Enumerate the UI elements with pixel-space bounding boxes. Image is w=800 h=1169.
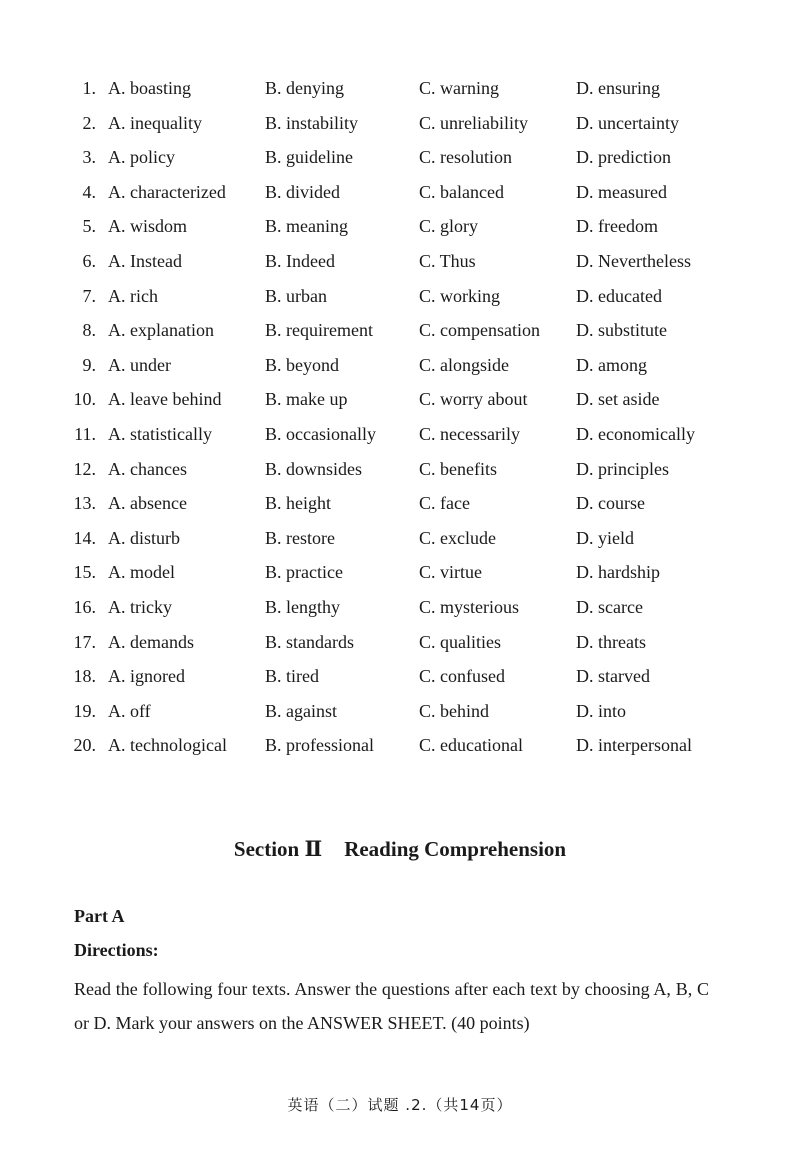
- question-row: [0, 696, 800, 731]
- option-b: B. height: [265, 493, 331, 514]
- question-number: 2.: [82, 112, 96, 133]
- option-a: A. statistically: [108, 423, 212, 444]
- option-a: A. under: [108, 354, 171, 375]
- option-a: A. demands: [108, 631, 194, 652]
- option-a: A. technological: [108, 735, 227, 756]
- option-a: A. rich: [108, 285, 158, 306]
- option-c: C. working: [419, 285, 500, 306]
- option-d: D. yield: [576, 527, 634, 548]
- section-title: Reading Comprehension: [344, 837, 567, 861]
- option-a: A. tricky: [108, 596, 172, 617]
- question-row: [0, 211, 800, 246]
- option-a: A. disturb: [108, 527, 180, 548]
- option-d: D. educated: [576, 285, 662, 306]
- option-d: D. measured: [576, 181, 667, 202]
- option-d: D. interpersonal: [576, 735, 692, 756]
- question-row: [0, 246, 800, 281]
- option-c: C. face: [419, 493, 470, 514]
- option-a: A. boasting: [108, 78, 191, 98]
- option-d: D. principles: [576, 458, 669, 479]
- option-c: C. exclude: [419, 527, 496, 548]
- question-number: 20.: [73, 735, 96, 756]
- option-c: C. unreliability: [419, 112, 528, 133]
- option-a: A. Instead: [108, 250, 182, 271]
- option-d: D. threats: [576, 631, 646, 652]
- section-heading: [0, 836, 800, 862]
- option-b: B. practice: [265, 562, 343, 583]
- option-b: B. urban: [265, 285, 327, 306]
- option-a: A. characterized: [108, 181, 226, 202]
- option-b: B. downsides: [265, 458, 363, 479]
- question-number: 14.: [73, 527, 96, 548]
- question-number: 5.: [82, 216, 96, 237]
- option-c: C. benefits: [419, 458, 497, 479]
- option-b: B. beyond: [265, 354, 339, 375]
- option-b: B. professional: [265, 735, 374, 756]
- option-c: C. warning: [419, 78, 499, 98]
- question-row: [0, 281, 800, 316]
- question-number: 12.: [73, 458, 96, 479]
- question-number: 3.: [82, 147, 96, 168]
- option-d: D. economically: [576, 423, 695, 444]
- option-b: B. Indeed: [265, 250, 335, 271]
- option-d: D. starved: [576, 666, 650, 687]
- option-a: A. off: [108, 700, 151, 721]
- option-c: C. worry about: [419, 389, 528, 410]
- option-b: B. standards: [265, 631, 354, 652]
- option-b: B. requirement: [265, 320, 373, 341]
- option-b: B. occasionally: [265, 423, 376, 444]
- option-c: C. confused: [419, 666, 505, 687]
- option-c: C. educational: [419, 735, 523, 756]
- part-a-label: Part A: [74, 906, 125, 926]
- option-a: A. absence: [108, 493, 187, 514]
- option-a: A. chances: [108, 458, 187, 479]
- option-d: D. prediction: [576, 147, 671, 168]
- question-row: [0, 557, 800, 592]
- option-c: C. behind: [419, 700, 489, 721]
- question-row: [0, 730, 800, 765]
- option-b: B. divided: [265, 181, 340, 202]
- option-b: B. meaning: [265, 216, 348, 237]
- question-row: [0, 627, 800, 662]
- option-c: C. balanced: [419, 181, 504, 202]
- question-number: 6.: [82, 250, 96, 271]
- question-number: 16.: [73, 596, 96, 617]
- option-d: D. scarce: [576, 596, 643, 617]
- option-d: D. Nevertheless: [576, 250, 691, 271]
- directions-text: Read the following four texts. Answer the questions after each text by choosing A, B, C or D. Mark your answers on the ANSWER SHEET. (40 points): [74, 979, 709, 1033]
- option-b: B. denying: [265, 78, 344, 98]
- option-a: A. inequality: [108, 112, 202, 133]
- question-number: 4.: [82, 181, 96, 202]
- option-d: D. freedom: [576, 216, 658, 237]
- option-c: C. resolution: [419, 147, 512, 168]
- question-number: 9.: [82, 354, 96, 375]
- question-number: 13.: [73, 493, 96, 514]
- question-number: 10.: [73, 389, 96, 410]
- option-b: B. lengthy: [265, 596, 340, 617]
- question-number: 1.: [82, 78, 96, 98]
- option-d: D. course: [576, 493, 645, 514]
- option-a: A. ignored: [108, 666, 185, 687]
- question-row: [0, 488, 800, 523]
- option-d: D. uncertainty: [576, 112, 679, 133]
- option-b: B. instability: [265, 112, 359, 133]
- option-a: A. explanation: [108, 320, 214, 341]
- option-a: A. model: [108, 562, 175, 583]
- option-b: B. guideline: [265, 147, 353, 168]
- question-row: [0, 592, 800, 627]
- question-row: [0, 419, 800, 454]
- question-row: [0, 350, 800, 385]
- question-row: [0, 142, 800, 177]
- question-number: 19.: [73, 700, 96, 721]
- option-c: C. mysterious: [419, 596, 520, 617]
- question-number: 18.: [73, 666, 96, 687]
- question-number: 11.: [74, 423, 96, 444]
- question-number: 15.: [73, 562, 96, 583]
- option-b: B. against: [265, 700, 337, 721]
- option-a: A. wisdom: [108, 216, 188, 237]
- question-row: [0, 384, 800, 419]
- question-row: [0, 108, 800, 143]
- question-number: 17.: [73, 631, 96, 652]
- option-c: C. necessarily: [419, 423, 520, 444]
- question-row: [0, 661, 800, 696]
- option-d: D. set aside: [576, 389, 660, 410]
- option-d: D. among: [576, 354, 647, 375]
- option-b: B. make up: [265, 389, 348, 410]
- option-c: C. qualities: [419, 631, 501, 652]
- question-row: [0, 73, 800, 108]
- page-footer: 英语（二）试题 .2.（共14页）: [287, 1096, 513, 1114]
- option-b: B. tired: [265, 666, 319, 687]
- option-a: A. policy: [108, 147, 175, 168]
- section-number: Section Ⅱ: [233, 837, 323, 861]
- question-row: [0, 523, 800, 558]
- option-a: A. leave behind: [108, 389, 222, 410]
- option-d: D. into: [576, 700, 627, 721]
- option-b: B. restore: [265, 527, 335, 548]
- options-list: [0, 73, 800, 765]
- option-c: C. virtue: [419, 562, 482, 583]
- question-row: [0, 315, 800, 350]
- question-row: [0, 177, 800, 212]
- option-c: C. glory: [419, 216, 479, 237]
- option-c: C. alongside: [419, 354, 509, 375]
- directions-label: Directions:: [74, 940, 159, 960]
- option-c: C. Thus: [419, 250, 476, 271]
- question-number: 7.: [82, 285, 96, 306]
- question-number: 8.: [82, 320, 96, 341]
- option-d: D. hardship: [576, 562, 660, 583]
- option-c: C. compensation: [419, 320, 540, 341]
- question-row: [0, 454, 800, 489]
- option-d: D. substitute: [576, 320, 668, 341]
- option-d: D. ensuring: [576, 78, 660, 98]
